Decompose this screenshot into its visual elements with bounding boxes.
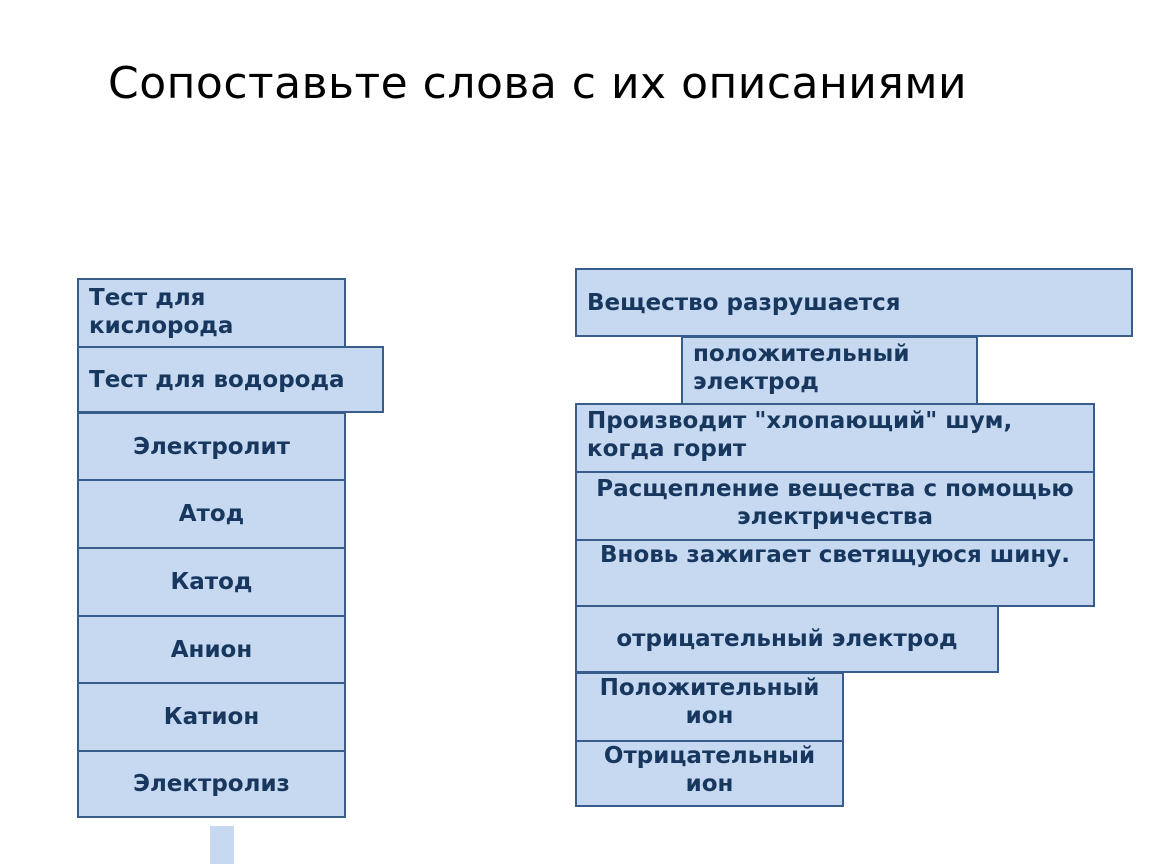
description-label: Отрицательный ион — [603, 743, 816, 797]
description-card-relights-splint[interactable] — [575, 539, 1095, 607]
description-card-substance-breaks-down[interactable] — [575, 268, 1133, 337]
term-label: Катион — [163, 704, 260, 730]
term-card-hydrogen-test[interactable] — [77, 346, 384, 413]
term-card-oxygen-test[interactable] — [77, 278, 346, 348]
term-card-electrolyte[interactable] — [77, 412, 346, 481]
description-label: Расщепление вещества с помощью электричества — [596, 476, 1074, 530]
term-label: Катод — [170, 569, 253, 595]
description-card-pop-sound[interactable] — [575, 403, 1095, 473]
description-label: отрицательный электрод — [616, 626, 958, 652]
term-label: Электролит — [133, 433, 290, 460]
term-card-electrolysis[interactable] — [77, 750, 346, 818]
description-label: Производит "хлопающий" шум, когда горит — [587, 408, 1013, 462]
term-label: Анион — [170, 637, 253, 663]
term-card-cathode[interactable] — [77, 547, 346, 617]
description-label: Вновь зажигает светящуюся шину. — [600, 542, 1070, 568]
description-card-positive-electrode[interactable] — [681, 336, 978, 406]
term-label: Атод — [178, 501, 245, 527]
page-title: Сопоставьте слова с их описаниями — [108, 58, 968, 109]
description-label: Вещество разрушается — [587, 289, 901, 316]
term-label: Тест для водорода — [89, 366, 345, 393]
term-card-anion[interactable] — [77, 615, 346, 685]
description-label: положительный электрод — [693, 341, 910, 395]
term-label: Электролиз — [133, 771, 290, 797]
term-card-anode[interactable] — [77, 479, 346, 549]
description-label: Положительный ион — [599, 675, 820, 729]
description-card-splitting-by-electricity[interactable] — [575, 471, 1095, 541]
term-card-cation[interactable] — [77, 682, 346, 752]
description-card-negative-ion[interactable] — [575, 740, 844, 807]
drag-handle[interactable] — [210, 826, 234, 864]
term-label: Тест для кислорода — [89, 285, 234, 339]
description-card-positive-ion[interactable] — [575, 672, 844, 742]
description-card-negative-electrode[interactable] — [575, 605, 999, 673]
